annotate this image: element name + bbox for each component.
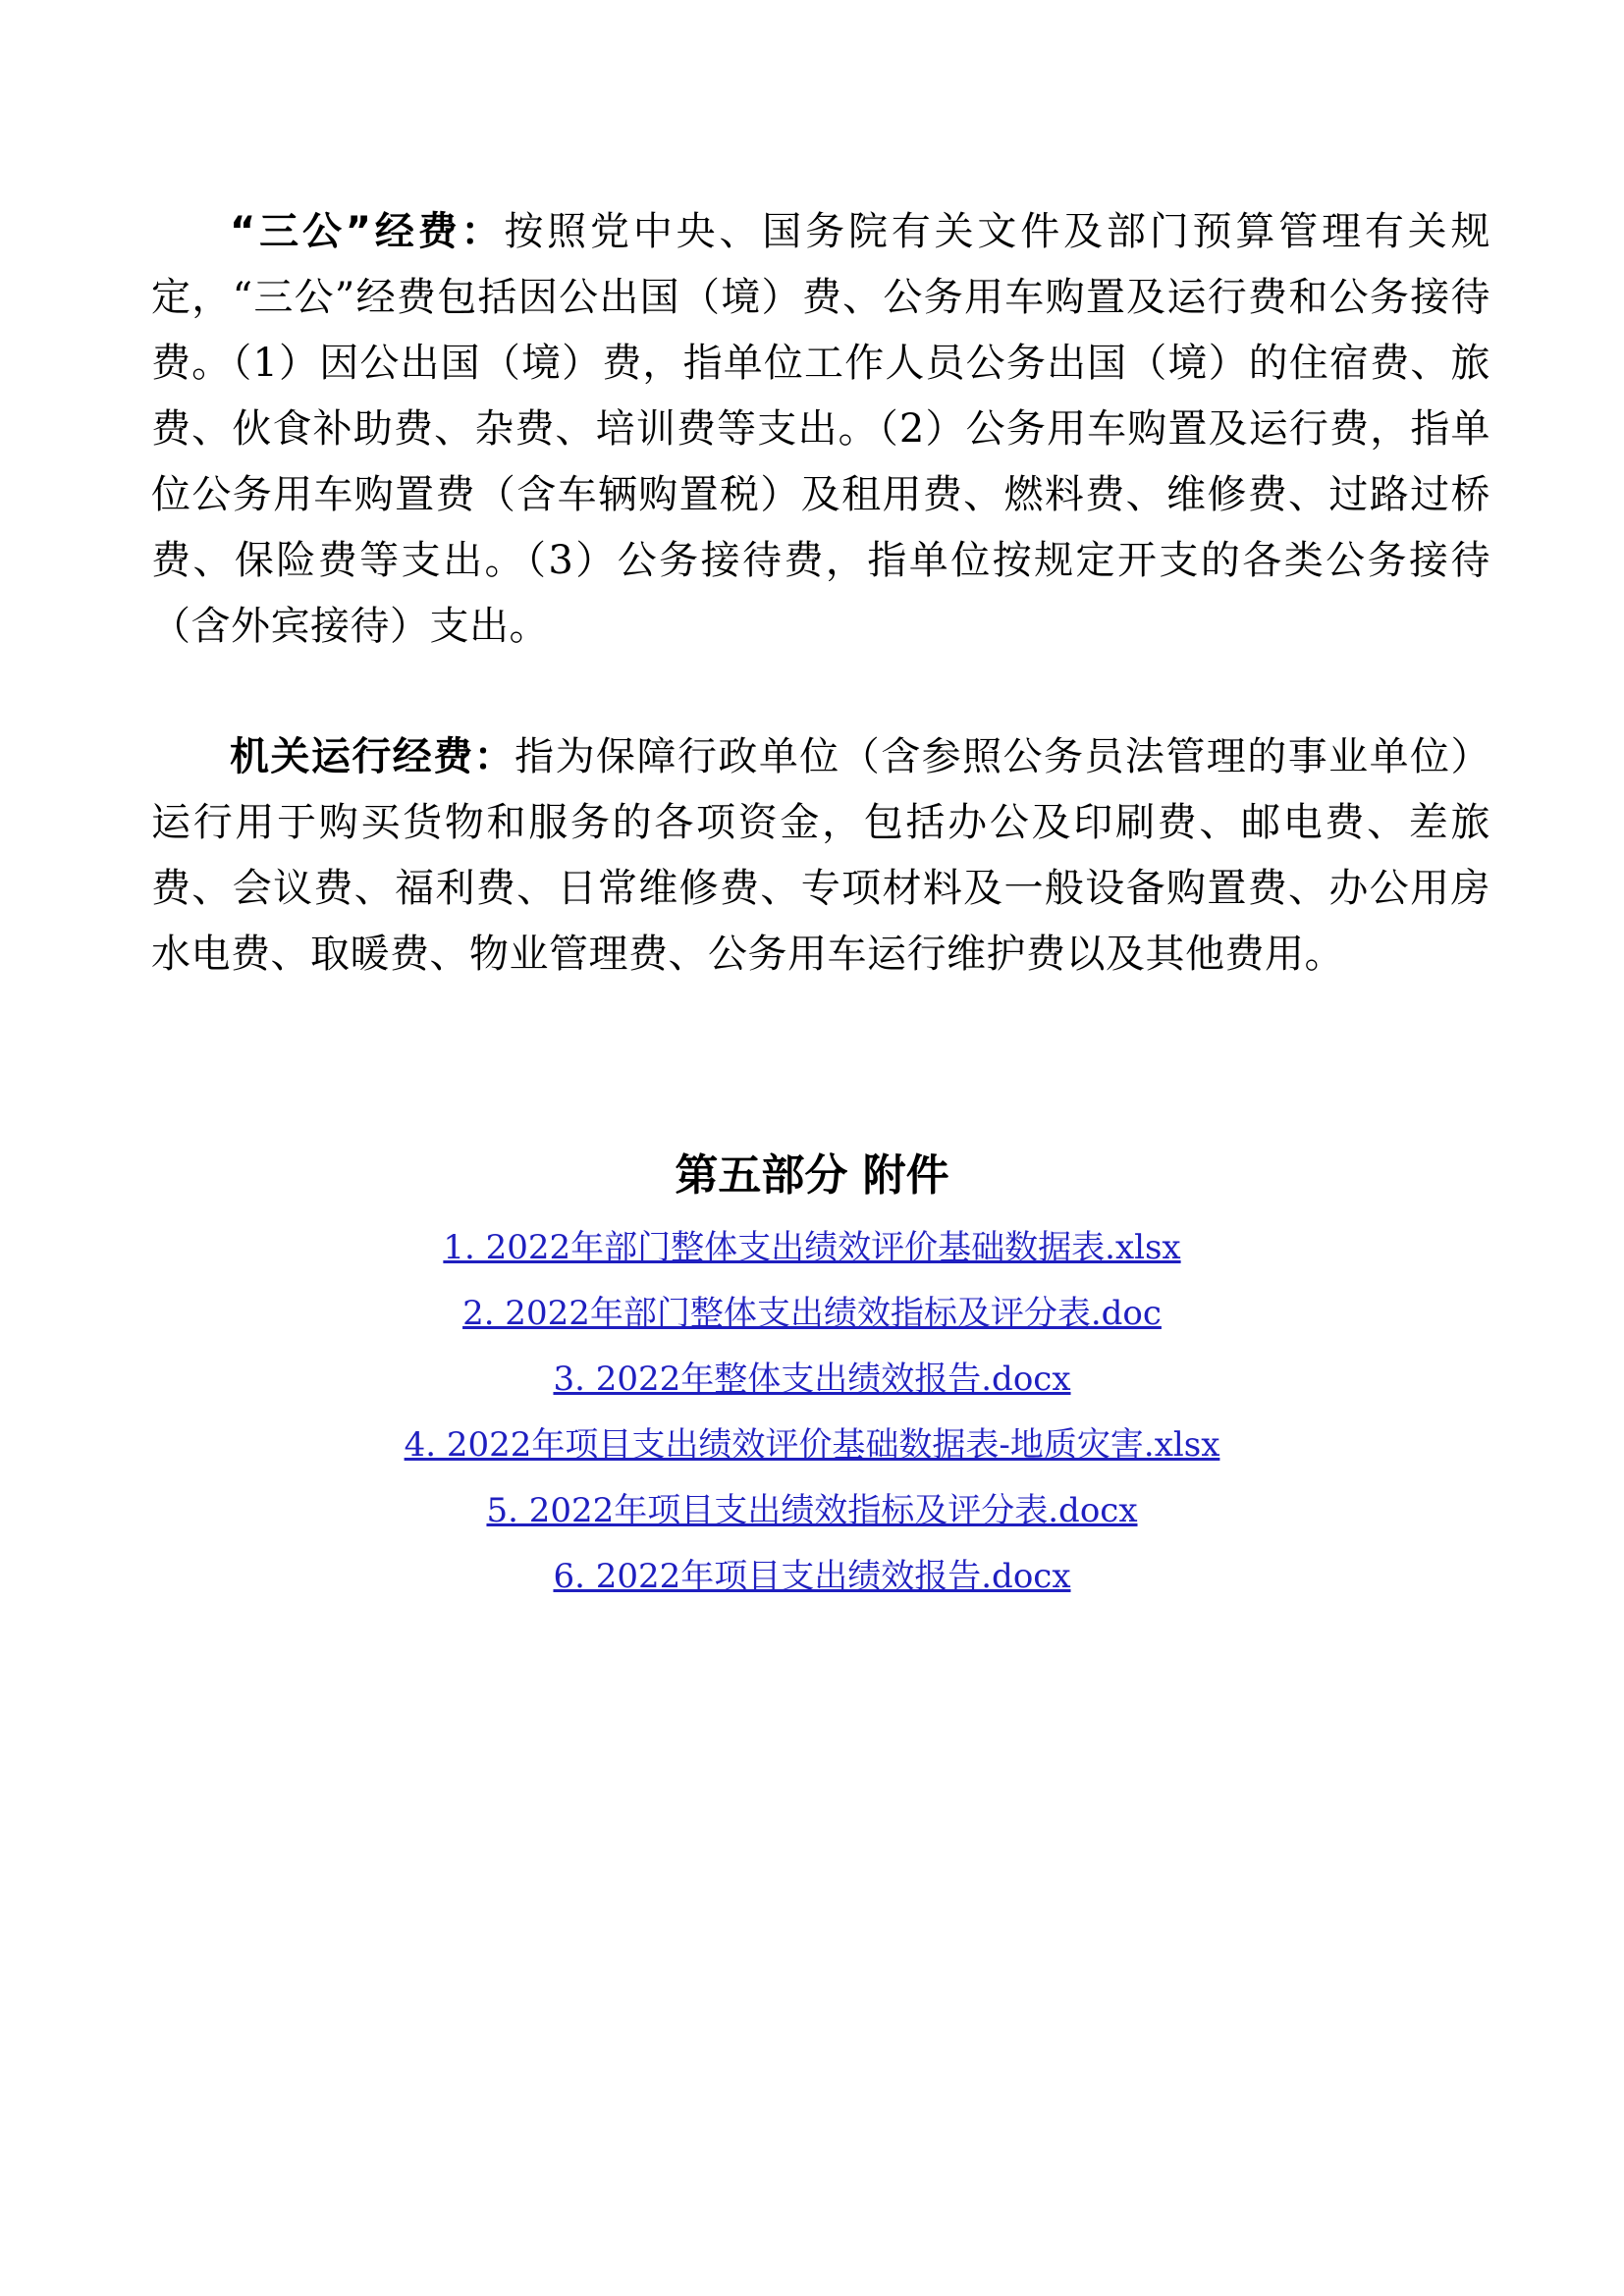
attachment-link-4[interactable]: 4. 2022年项目支出绩效评价基础数据表-地质灾害.xlsx bbox=[404, 1425, 1220, 1465]
attachment-list bbox=[0, 1215, 1624, 1610]
definition-sangong: 按照党中央、国务院有关文件及部门预算管理有关规定，“三公”经费包括因公出国（境）费、公务用车购置及运行费和公务接待费。（1）因公出国（境）费，指单位工作人员公务出国（境）的住宿费、旅费、伙食补助费、杂费、培训费等支出。（2）公务用车购置及运行费，指单位公务用车购置费（含车辆购置税）及租用费、燃料费、维修费、过路过桥费、保险费等支出。（3）公务接待费，指单位按规定开支的各类公务接待（含外宾接待）支出。 bbox=[151, 209, 1491, 649]
list-item bbox=[0, 1347, 1624, 1413]
list-item bbox=[0, 1413, 1624, 1478]
attachment-link-3[interactable]: 3. 2022年整体支出绩效报告.docx bbox=[553, 1360, 1071, 1399]
term-sangong: “三公”经费： bbox=[230, 209, 505, 254]
attachment-link-1[interactable]: 1. 2022年部门整体支出绩效评价基础数据表.xlsx bbox=[443, 1228, 1181, 1267]
list-item bbox=[0, 1215, 1624, 1281]
list-item bbox=[0, 1281, 1624, 1347]
definition-jiguan: 指为保障行政单位（含参照公务员法管理的事业单位）运行用于购买货物和服务的各项资金，包括办公及印刷费、邮电费、差旅费、会议费、福利费、日常维修费、专项材料及一般设备购置费、办公用房水电费、取暖费、物业管理费、公务用车运行维护费以及其他费用。 bbox=[151, 734, 1491, 977]
attachment-link-6[interactable]: 6. 2022年项目支出绩效报告.docx bbox=[553, 1557, 1071, 1596]
list-item bbox=[0, 1478, 1624, 1544]
attachment-link-2[interactable]: 2. 2022年部门整体支出绩效指标及评分表.doc bbox=[462, 1294, 1162, 1333]
paragraph-agency-operating-expenses bbox=[151, 724, 1490, 988]
section-title: 第五部分 附件 bbox=[675, 1150, 949, 1201]
list-item bbox=[0, 1544, 1624, 1610]
paragraph-sangong-expenses bbox=[151, 199, 1490, 660]
attachment-link-5[interactable]: 5. 2022年项目支出绩效指标及评分表.docx bbox=[486, 1491, 1138, 1530]
term-jiguan: 机关运行经费： bbox=[230, 734, 515, 779]
